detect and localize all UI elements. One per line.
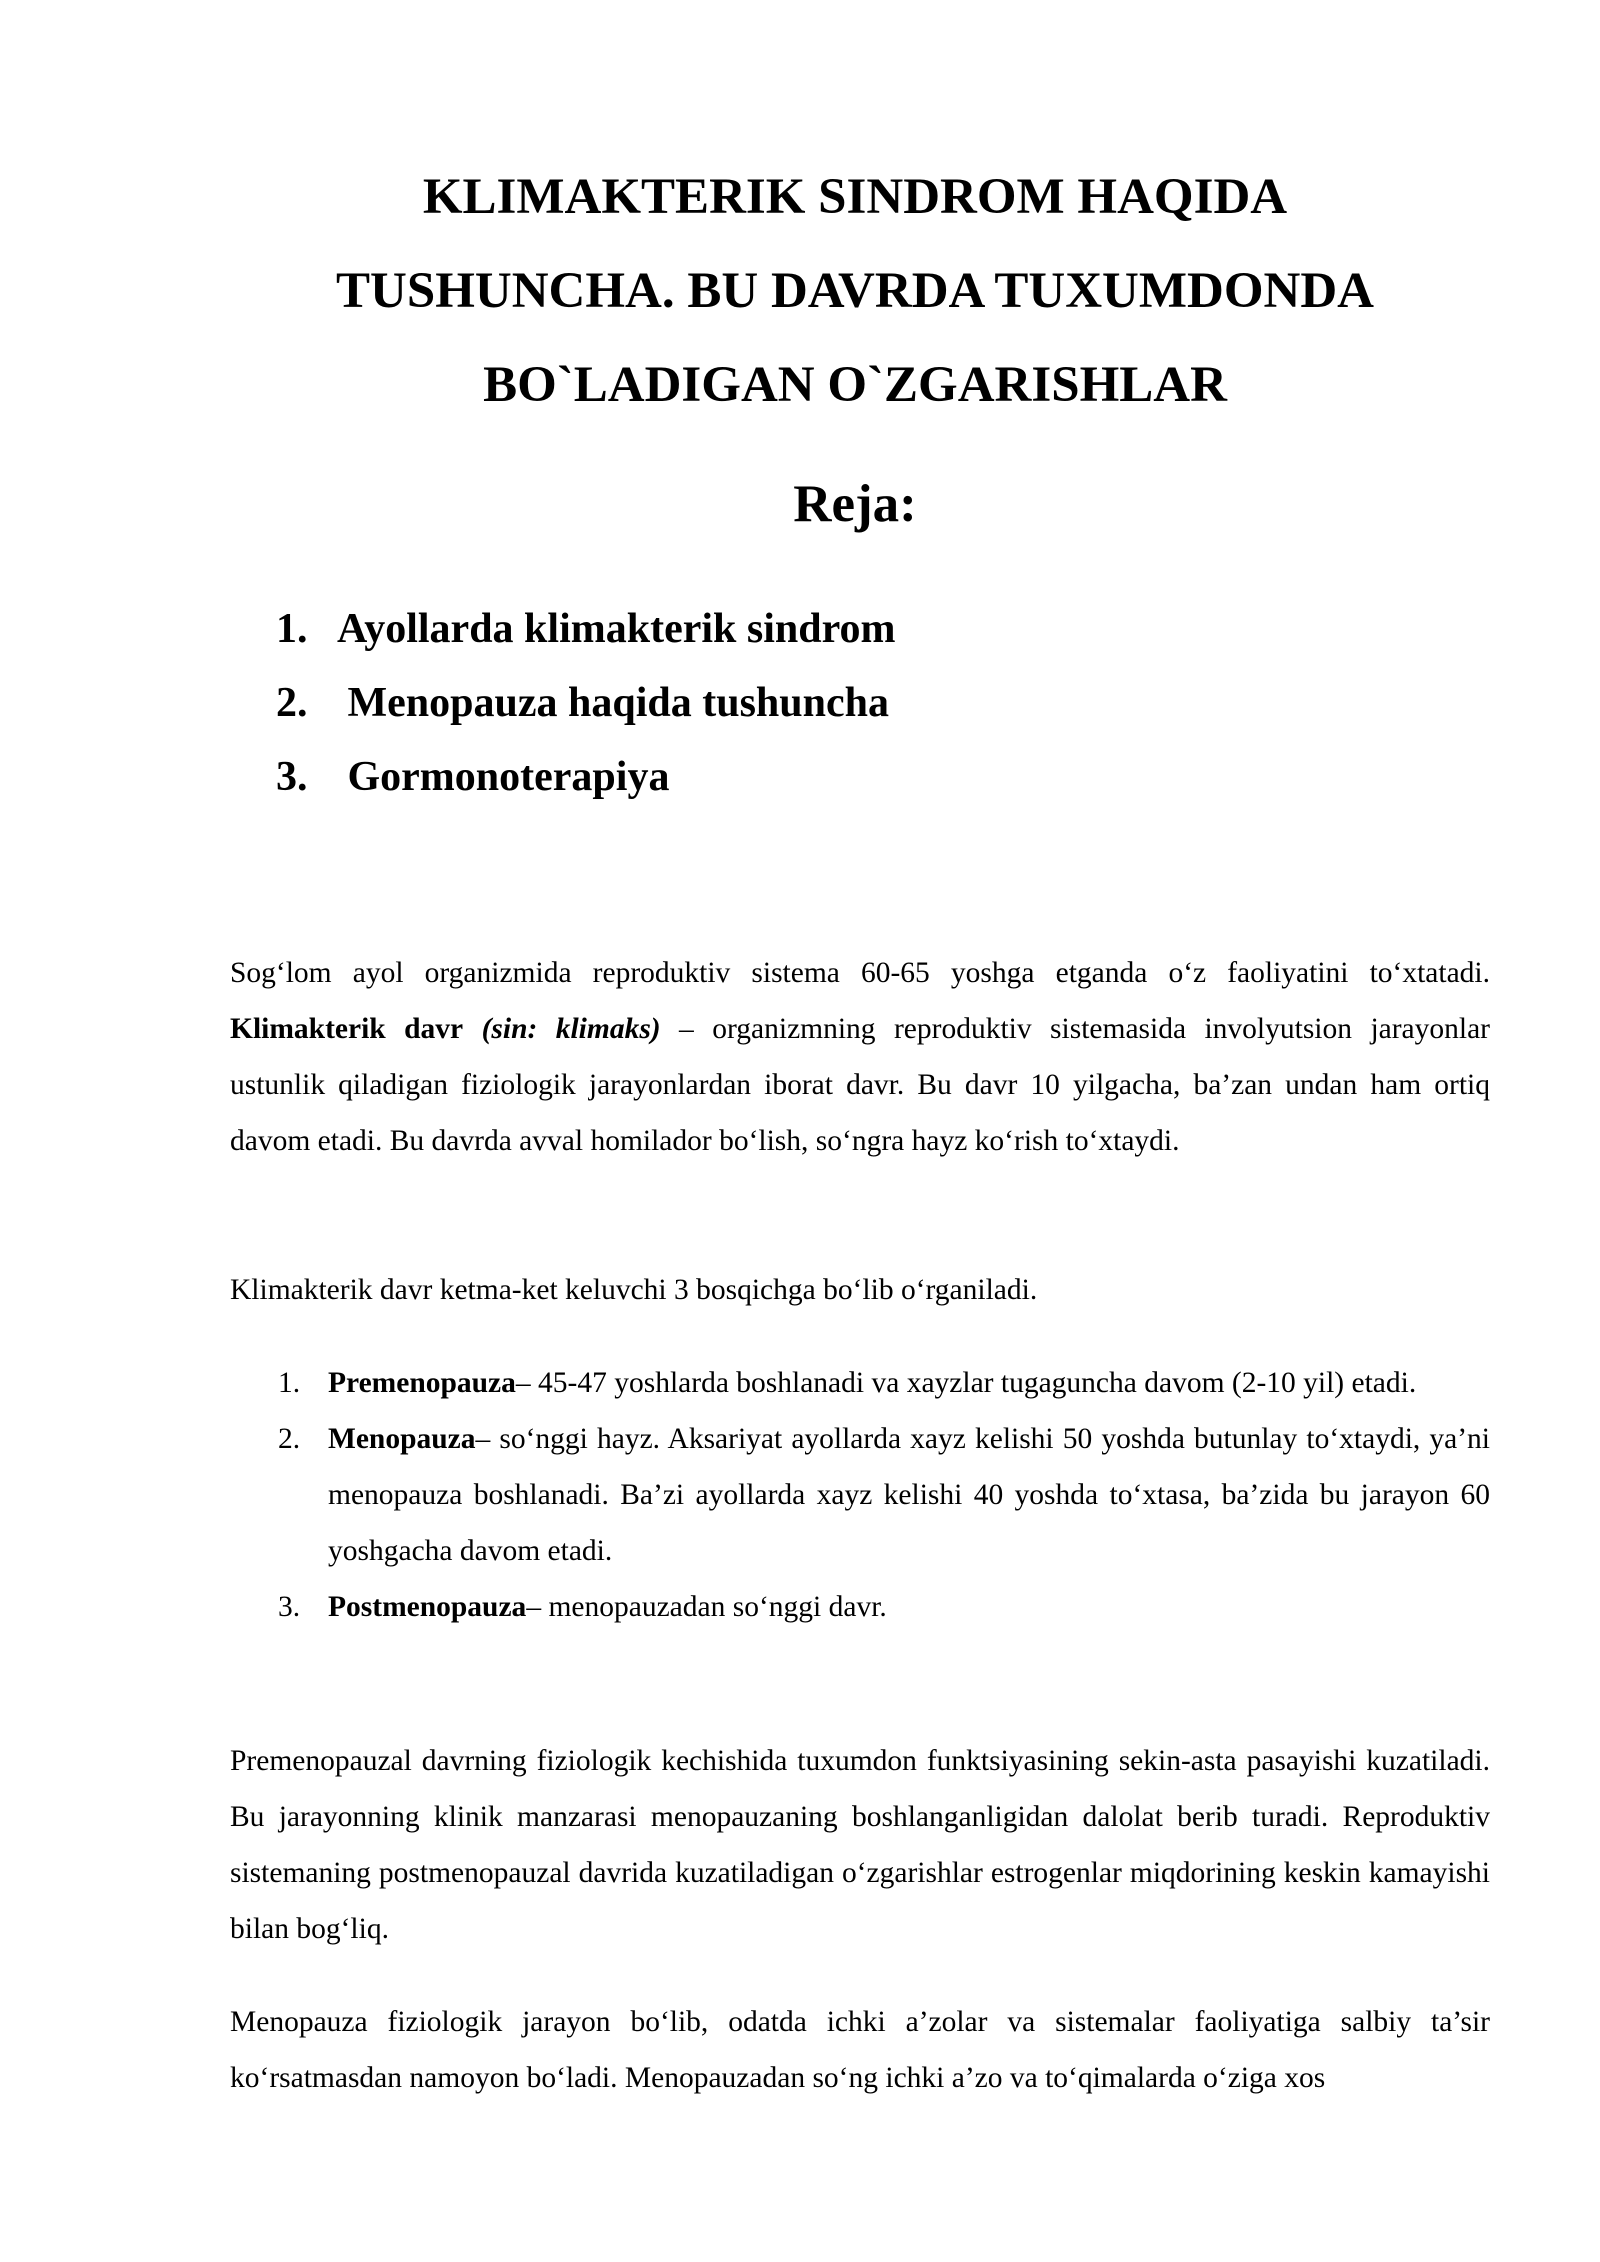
plan-item-number: 1. xyxy=(276,606,308,652)
paragraph-premenopause: Premenopauzal davrning fiziologik kechishida tuxumdon funktsiyasining sekin-asta pasayishi kuzatiladi. Bu jarayonning klinik manzarasi menopauzaning boshlanganligidan dalolat berib turadi. Reproduktiv sistemaning postmenopauzal davrida kuzatiladigan o‘zgarishlar estrogenlar miqdorining keskin kamayishi bilan bog‘liq. xyxy=(230,1745,1490,1945)
stage-item xyxy=(230,1579,1490,1635)
paragraph-menopause: Menopauza fiziologik jarayon bo‘lib, odatda ichki a’zolar va sistemalar faoliyatiga salbiy ta’sir ko‘rsatmasdan namoyon bo‘ladi. Menopauzadan so‘ng ichki a’zo va to‘qimalarda o‘ziga xos xyxy=(230,2006,1490,2094)
stage-number: 1. xyxy=(278,1367,301,1399)
stage-number: 2. xyxy=(278,1423,301,1455)
paragraph-intro-sentence: Sog‘lom ayol organizmida reproduktiv sistema 60-65 yoshga etganda o‘z faoliyatini to‘xtatadi. xyxy=(230,957,1490,989)
plan-item-text: Gormonoterapiya xyxy=(337,754,670,800)
term-synonym: (sin: klimaks) xyxy=(481,1013,661,1045)
title-line-1: KLIMAKTERIK SINDROM HAQIDA xyxy=(422,169,1288,225)
term-klimakterik-davr: Klimakterik davr xyxy=(230,1013,464,1045)
plan-item-text: Menopauza haqida tushuncha xyxy=(337,680,890,726)
paragraph-intro-rest: – organizmning reproduktiv sistemasida involyutsion jarayonlar ustunlik qiladigan fiziologik jarayonlardan iborat davr. Bu davr 10 yilgacha, ba’zan undan ham ortiq davom etadi. Bu davrda avval homilador bo‘lish, so‘ngra hayz ko‘rish to‘xtaydi. xyxy=(230,1013,1491,1157)
stage-term: Premenopauza xyxy=(328,1367,516,1399)
stage-text: – so‘nggi hayz. Aksariyat ayollarda xayz kelishi 50 yoshda butunlay to‘xtaydi, ya’ni menopauza boshlanadi. Ba’zi ayollarda xayz kelishi 40 yoshda to‘xtasa, ba’zida bu jarayon 60 yoshgacha davom etadi. xyxy=(328,1423,1490,1567)
stage-term: Menopauza xyxy=(328,1423,476,1455)
stages-list xyxy=(230,1355,1490,1635)
plan-item-number: 3. xyxy=(276,754,308,800)
stage-text: – 45-47 yoshlarda boshlanadi va xayzlar tugaguncha davom (2-10 yil) etadi. xyxy=(515,1367,1417,1399)
plan-heading: Reja: xyxy=(793,475,917,533)
stage-text: – menopauzadan so‘nggi davr. xyxy=(526,1591,887,1623)
plan-item xyxy=(276,740,896,814)
title-line-2: TUSHUNCHA. BU DAVRDA TUXUMDONDA xyxy=(335,263,1375,319)
plan-item xyxy=(276,666,896,740)
document-title xyxy=(290,150,1420,432)
stage-number: 3. xyxy=(278,1591,301,1623)
plan-item xyxy=(276,592,896,666)
plan-item-text: Ayollarda klimakterik sindrom xyxy=(337,606,896,652)
paragraph-intro xyxy=(230,945,1490,1169)
title-line-3: BO`LADIGAN O`ZGARISHLAR xyxy=(483,357,1227,413)
paragraph-stages-intro: Klimakterik davr ketma-ket keluvchi 3 bosqichga bo‘lib o‘rganiladi. xyxy=(230,1274,1038,1306)
stage-item xyxy=(230,1355,1490,1411)
plan-list xyxy=(276,592,896,814)
stage-item xyxy=(230,1411,1490,1579)
stage-term: Postmenopauza xyxy=(328,1591,527,1623)
plan-item-number: 2. xyxy=(276,680,308,726)
